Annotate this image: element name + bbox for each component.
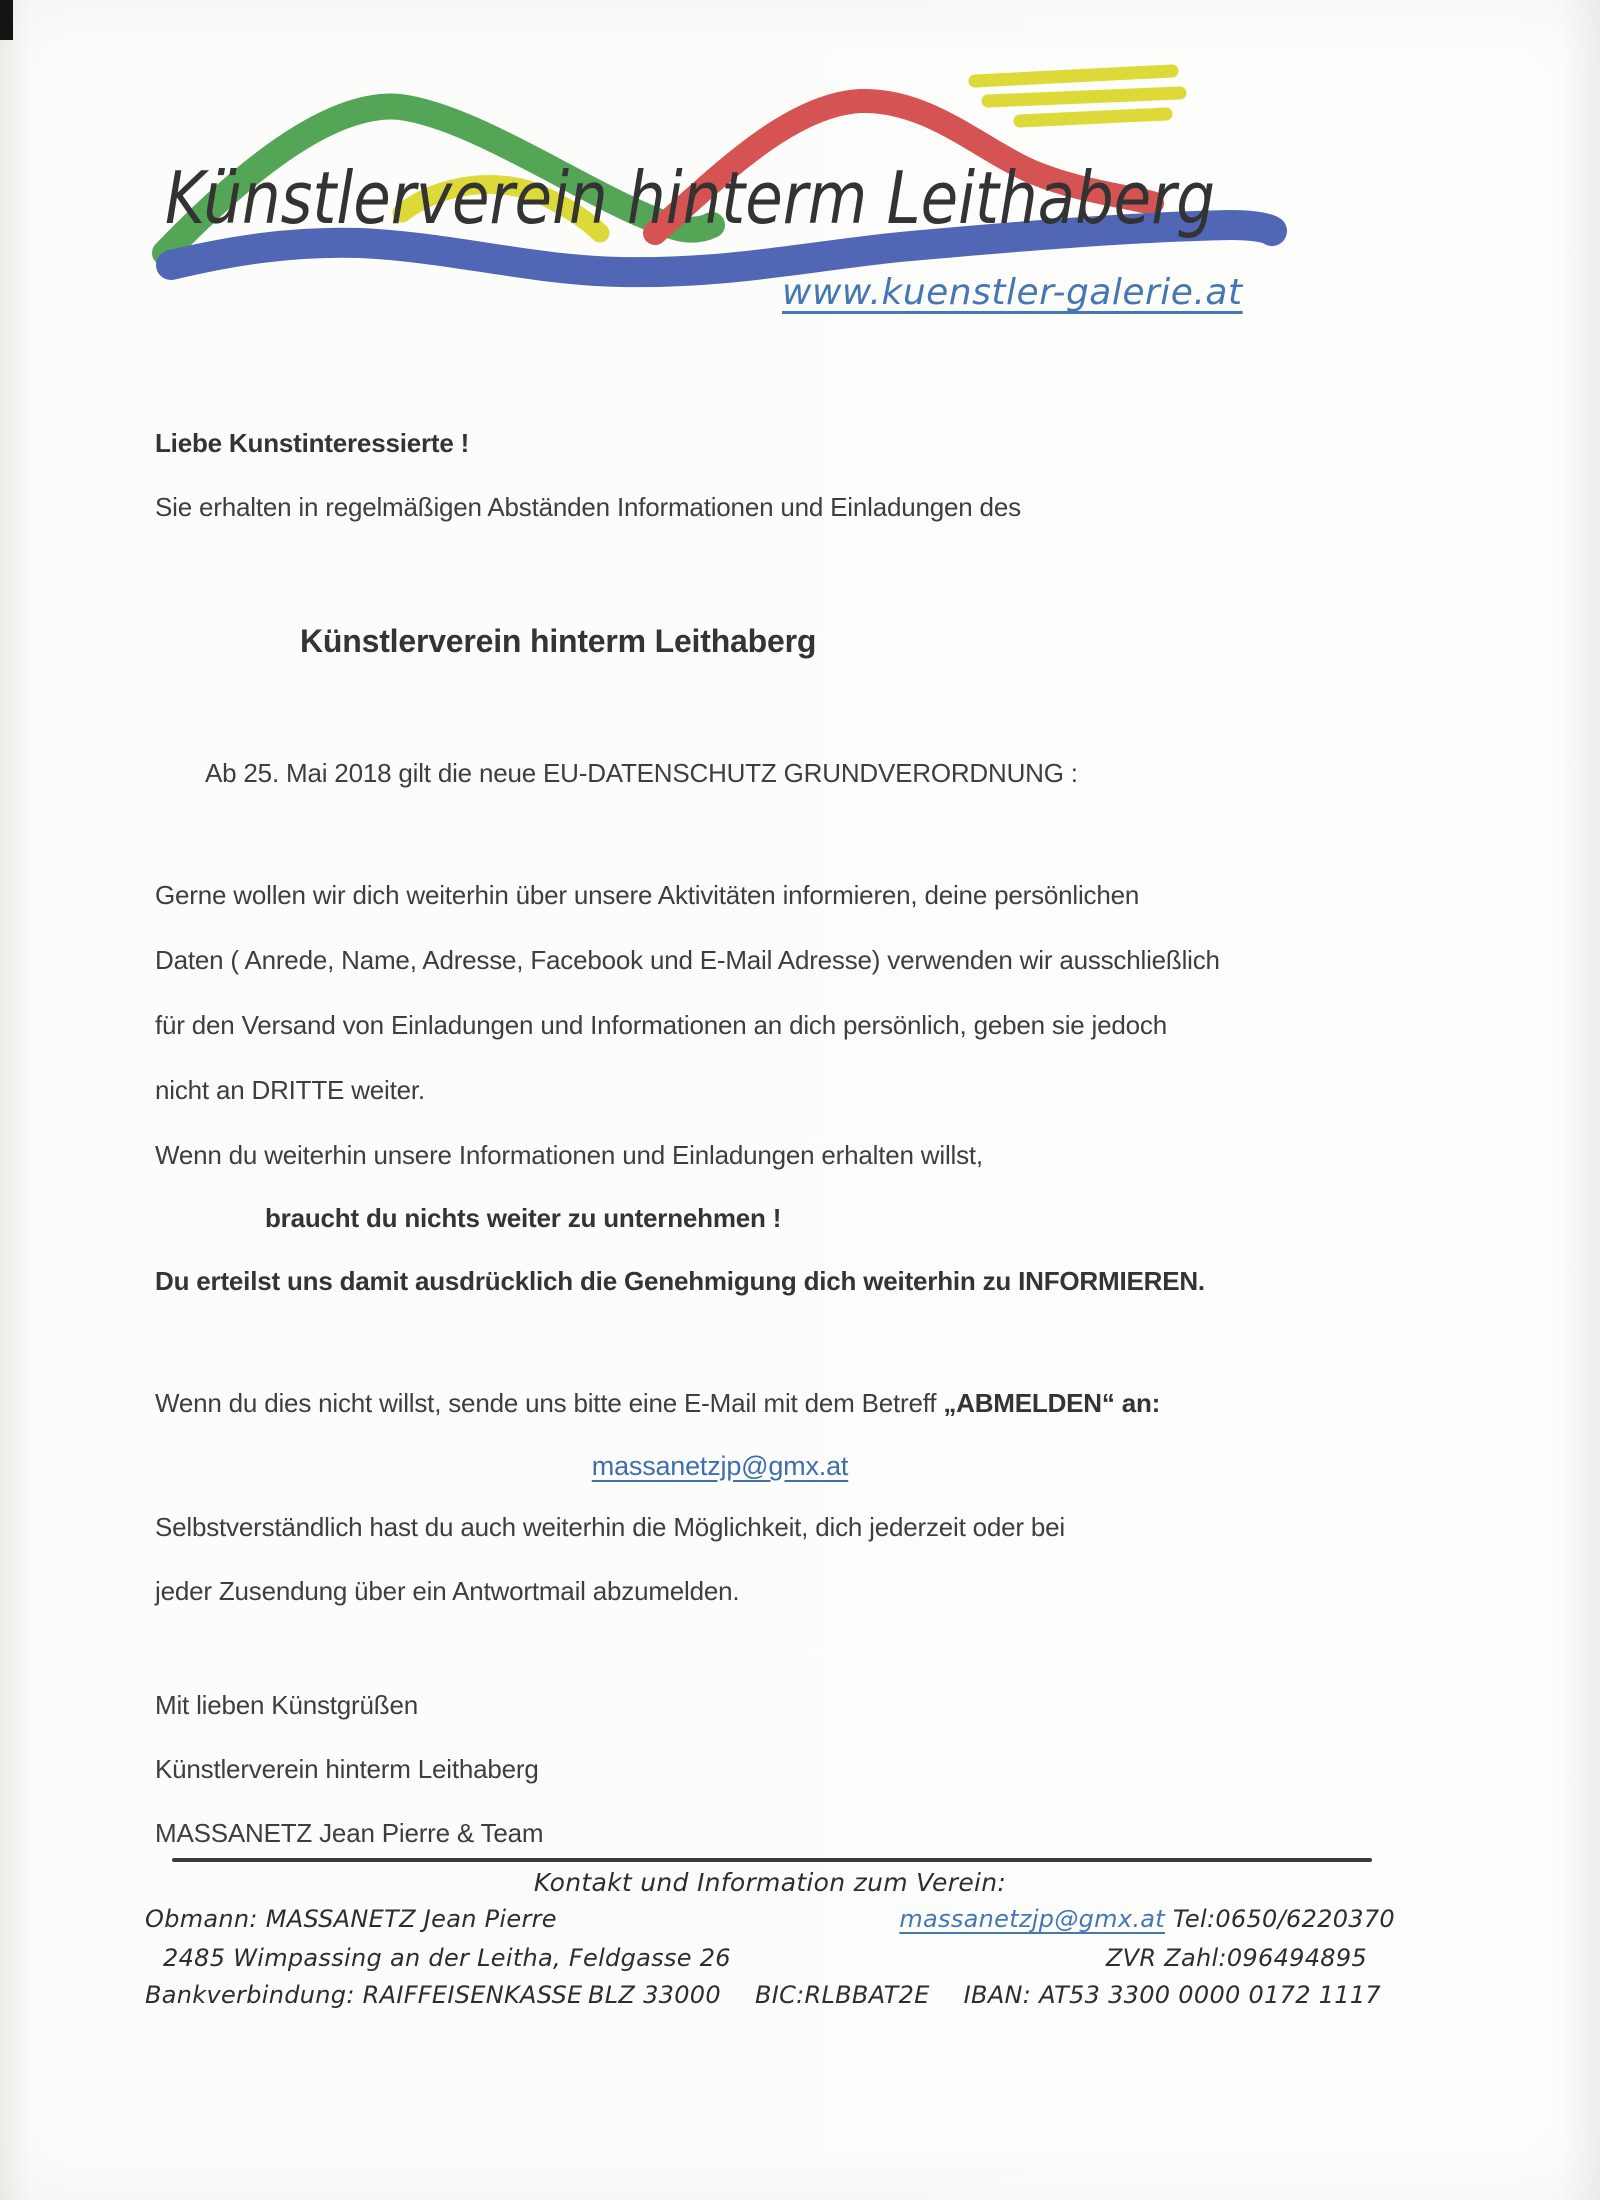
org-heading: Künstlerverein hinterm Leithaberg — [300, 623, 817, 659]
footer-heading: Kontakt und Information zum Verein: — [533, 1868, 1007, 1897]
footer-divider — [172, 1858, 1372, 1862]
yellow-scribble-icon — [975, 71, 1180, 121]
footer-tel: Tel:0650/6220370 — [1172, 1905, 1395, 1933]
signoff-greeting: Mit lieben Künstgrüßen — [155, 1690, 418, 1720]
intro-line: Sie erhalten in regelmäßigen Abständen Informationen und Einladungen des — [155, 492, 1021, 522]
paragraph-line: nicht an DRITTE weiter. — [155, 1075, 425, 1105]
footer-iban: IBAN: AT53 3300 0000 0172 1117 — [963, 1981, 1381, 2009]
gdpr-line: Ab 25. Mai 2018 gilt die neue EU-DATENSCHUTZ GRUNDVERORDNUNG : — [205, 758, 1078, 788]
paragraph-line: für den Versand von Einladungen und Informationen an dich persönlich, geben sie jedoch — [155, 1010, 1167, 1040]
footer-obmann: Obmann: MASSANETZ Jean Pierre — [145, 1905, 557, 1933]
footer-address: 2485 Wimpassing an der Leitha, Feldgasse 26 — [163, 1944, 731, 1972]
optout-line — [155, 1388, 1160, 1419]
no-action-needed-line: braucht du nichts weiter zu unternehmen ! — [265, 1203, 782, 1233]
footer-blz: BLZ 33000 — [587, 1981, 721, 2009]
salutation: Liebe Kunstinteressierte ! — [155, 428, 470, 458]
signoff-org: Künstlerverein hinterm Leithaberg — [155, 1754, 539, 1784]
keep-informed-line: Wenn du weiterhin unsere Informationen und Einladungen erhalten willst, — [155, 1140, 983, 1170]
closing-line: Selbstverständlich hast du auch weiterhin die Möglichkeit, dich jederzeit oder bei — [155, 1512, 1066, 1542]
optout-email-link[interactable]: massanetzjp@gmx.at — [591, 1451, 849, 1481]
optout-prefix: Wenn du dies nicht willst, sende uns bitte eine E-Mail mit dem Betreff — [155, 1388, 944, 1418]
footer-row-2 — [145, 1944, 1395, 1972]
signoff-name: MASSANETZ Jean Pierre & Team — [155, 1818, 544, 1848]
footer-row-1 — [145, 1905, 1395, 1933]
logo-title: Künstlerverein hinterm Leithaberg — [165, 156, 1215, 240]
website-link[interactable]: www.kuenstler-galerie.at — [782, 272, 1243, 313]
footer-bank: Bankverbindung: RAIFFEISENKASSE — [145, 1981, 583, 2009]
paragraph-line: Daten ( Anrede, Name, Adresse, Facebook und E-Mail Adresse) verwenden wir ausschließlich — [155, 945, 1220, 975]
consent-line: Du erteilst uns damit ausdrücklich die Genehmigung dich weiterhin zu INFORMIEREN. — [155, 1266, 1205, 1296]
footer-row-3 — [145, 1981, 1395, 2009]
optout-bold-abmelden: „ABMELDEN“ an: — [943, 1388, 1161, 1418]
footer-bank-details — [588, 1981, 1395, 2009]
scan-corner-artifact — [0, 0, 13, 40]
footer-email-link[interactable]: massanetzjp@gmx.at — [899, 1905, 1165, 1933]
footer-zvr: ZVR Zahl:096494895 — [1105, 1944, 1367, 1972]
optout-email-row — [155, 1450, 1285, 1482]
footer-contact — [899, 1905, 1395, 1933]
footer-bic: BIC:RLBBAT2E — [754, 1981, 930, 2009]
paragraph-line: Gerne wollen wir dich weiterhin über unsere Aktivitäten informieren, deine persönlichen — [155, 880, 1140, 910]
closing-line: jeder Zusendung über ein Antwortmail abzumelden. — [155, 1576, 740, 1606]
